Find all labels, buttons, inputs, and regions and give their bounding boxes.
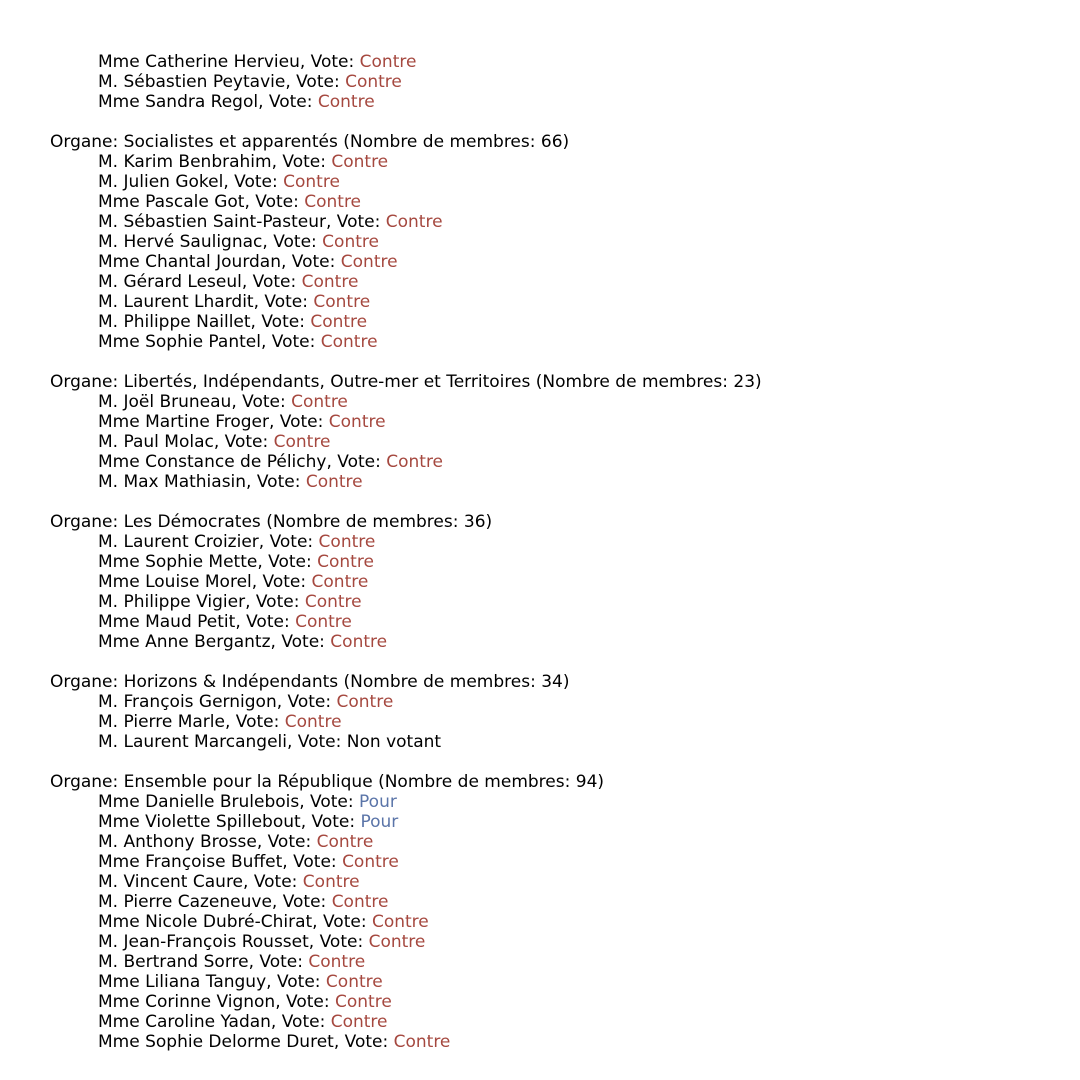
member-name: M. Jean-François Rousset: [98, 932, 309, 952]
vote-label: , Vote:: [244, 192, 305, 212]
vote-label: , Vote:: [257, 552, 318, 572]
vote-label: , Vote:: [282, 852, 343, 872]
member-row: [50, 312, 762, 332]
members-count-suffix: ): [485, 512, 493, 532]
organe-group: [50, 512, 762, 652]
vote-value: Contre: [393, 1032, 451, 1052]
member-name: Mme Sandra Regol: [98, 92, 259, 112]
vote-value: Contre: [284, 712, 342, 732]
member-name: Mme Maud Petit: [98, 612, 236, 632]
member-row: [50, 472, 762, 492]
vote-label: , Vote:: [256, 832, 317, 852]
member-name: Mme Danielle Brulebois: [98, 792, 300, 812]
group-spacer: [50, 652, 762, 672]
member-name: M. Joël Bruneau: [98, 392, 232, 412]
organe-group: [50, 672, 762, 752]
members-count-suffix: ): [562, 132, 570, 152]
vote-listing: [50, 52, 762, 1052]
group-spacer: [50, 492, 762, 512]
vote-label: , Vote:: [325, 212, 386, 232]
organe-header: [50, 372, 762, 392]
vote-value: Contre: [311, 572, 369, 592]
member-row: [50, 172, 762, 192]
member-row: [50, 972, 762, 992]
member-row: [50, 272, 762, 292]
member-name: Mme Catherine Hervieu: [98, 52, 300, 72]
organe-name: Les Démocrates: [123, 512, 261, 532]
member-name: M. Laurent Marcangeli: [98, 732, 287, 752]
vote-label: , Vote:: [248, 952, 309, 972]
member-row: [50, 932, 762, 952]
member-row: [50, 392, 762, 412]
vote-label: , Vote:: [299, 52, 360, 72]
vote-label: , Vote:: [231, 392, 292, 412]
member-name: Mme Constance de Pélichy: [98, 452, 327, 472]
vote-label: , Vote:: [270, 1012, 331, 1032]
vote-value: Contre: [317, 92, 375, 112]
member-name: M. Laurent Croizier: [98, 532, 259, 552]
vote-label: , Vote:: [312, 912, 372, 932]
vote-label: , Vote:: [333, 1032, 394, 1052]
vote-label: , Vote:: [271, 892, 332, 912]
member-row: [50, 1032, 762, 1052]
organe-prefix: Organe:: [50, 132, 124, 152]
vote-value: Contre: [313, 292, 371, 312]
vote-label: , Vote:: [326, 452, 387, 472]
member-name: M. Sébastien Peytavie: [98, 72, 286, 92]
vote-value: Pour: [359, 792, 397, 812]
member-name: Mme Caroline Yadan: [98, 1012, 271, 1032]
members-count: 23: [733, 372, 756, 392]
member-name: M. Vincent Caure: [98, 872, 244, 892]
member-row: [50, 732, 762, 752]
member-name: M. Laurent Lhardit: [98, 292, 254, 312]
vote-value: Contre: [331, 892, 389, 912]
member-name: M. Pierre Marle: [98, 712, 225, 732]
member-name: Mme Louise Morel: [98, 572, 252, 592]
vote-value: Contre: [331, 152, 389, 172]
member-name: Mme Liliana Tanguy: [98, 972, 267, 992]
vote-label: , Vote:: [213, 432, 274, 452]
member-name: Mme Nicole Dubré-Chirat: [98, 912, 313, 932]
member-row: [50, 332, 762, 352]
organe-group: [50, 372, 762, 492]
vote-label: , Vote:: [246, 472, 306, 492]
vote-value: Contre: [273, 432, 331, 452]
vote-label: , Vote:: [281, 252, 341, 272]
organe-prefix: Organe:: [50, 512, 124, 532]
member-row: [50, 912, 762, 932]
vote-label: , Vote:: [260, 332, 321, 352]
vote-value: Contre: [318, 532, 376, 552]
vote-value: Contre: [336, 692, 394, 712]
vote-value: Contre: [283, 172, 340, 192]
member-row: [50, 552, 762, 572]
vote-value: Contre: [385, 212, 443, 232]
group-spacer: [50, 752, 762, 772]
member-name: M. Gérard Leseul: [98, 272, 242, 292]
member-row: [50, 712, 762, 732]
vote-value: Non votant: [346, 732, 442, 752]
member-name: M. Pierre Cazeneuve: [98, 892, 272, 912]
member-row: [50, 72, 762, 92]
member-row: [50, 432, 762, 452]
member-name: Mme Martine Froger: [98, 412, 269, 432]
member-row: [50, 792, 762, 812]
members-count-prefix: (Nombre de membres:: [372, 772, 576, 792]
member-row: [50, 612, 762, 632]
vote-label: , Vote:: [270, 632, 331, 652]
organe-name: Socialistes et apparentés: [123, 132, 338, 152]
vote-value: Contre: [304, 192, 362, 212]
member-name: M. Philippe Naillet: [98, 312, 251, 332]
vote-value: Contre: [291, 392, 348, 412]
vote-label: , Vote:: [241, 272, 302, 292]
member-row: [50, 852, 762, 872]
vote-value: Contre: [325, 972, 383, 992]
vote-value: Contre: [342, 852, 399, 872]
vote-label: , Vote:: [276, 692, 337, 712]
vote-label: , Vote:: [258, 92, 318, 112]
member-name: M. Karim Benbrahim: [98, 152, 272, 172]
organe-name: Libertés, Indépendants, Outre-mer et Territoires: [123, 372, 531, 392]
member-name: Mme Françoise Buffet: [98, 852, 283, 872]
member-row: [50, 232, 762, 252]
member-row: [50, 532, 762, 552]
member-row: [50, 952, 762, 972]
members-count: 66: [540, 132, 563, 152]
member-row: [50, 292, 762, 312]
member-row: [50, 52, 762, 72]
vote-label: , Vote:: [285, 72, 346, 92]
members-count-prefix: (Nombre de membres:: [338, 672, 542, 692]
organe-prefix: Organe:: [50, 772, 124, 792]
members-count: 34: [541, 672, 563, 692]
member-name: M. Bertrand Sorre: [98, 952, 249, 972]
vote-value: Contre: [304, 592, 362, 612]
vote-value: Contre: [386, 452, 444, 472]
vote-value: Contre: [320, 332, 378, 352]
vote-label: , Vote:: [258, 532, 319, 552]
members-count: 94: [575, 772, 598, 792]
members-count: 36: [463, 512, 486, 532]
vote-label: , Vote:: [308, 932, 369, 952]
organe-header: [50, 772, 762, 792]
member-name: M. Julien Gokel: [98, 172, 224, 192]
member-name: Mme Anne Bergantz: [98, 632, 271, 652]
organe-group: [50, 52, 762, 112]
vote-label: , Vote:: [243, 872, 303, 892]
vote-label: , Vote:: [224, 712, 285, 732]
vote-value: Contre: [371, 912, 429, 932]
members-count-prefix: (Nombre de membres:: [530, 372, 734, 392]
organe-name: Horizons & Indépendants: [123, 672, 339, 692]
member-row: [50, 452, 762, 472]
member-row: [50, 592, 762, 612]
members-count-suffix: ): [755, 372, 762, 392]
vote-value: Contre: [310, 312, 368, 332]
member-row: [50, 212, 762, 232]
vote-label: , Vote:: [269, 412, 329, 432]
member-row: [50, 412, 762, 432]
organe-header: [50, 512, 762, 532]
member-name: Mme Sophie Delorme Duret: [98, 1032, 334, 1052]
member-row: [50, 992, 762, 1012]
member-row: [50, 252, 762, 272]
vote-value: Contre: [359, 52, 417, 72]
vote-value: Pour: [360, 812, 399, 832]
member-row: [50, 632, 762, 652]
vote-value: Contre: [317, 552, 374, 572]
vote-label: , Vote:: [300, 812, 361, 832]
vote-label: , Vote:: [251, 572, 312, 592]
member-name: M. Anthony Brosse: [98, 832, 257, 852]
member-row: [50, 92, 762, 112]
vote-value: Contre: [302, 872, 360, 892]
vote-label: , Vote:: [287, 732, 347, 752]
vote-label: , Vote:: [223, 172, 284, 192]
vote-value: Contre: [322, 232, 379, 252]
member-row: [50, 812, 762, 832]
member-row: [50, 892, 762, 912]
vote-value: Contre: [295, 612, 352, 632]
vote-value: Contre: [368, 932, 426, 952]
group-spacer: [50, 352, 762, 372]
member-row: [50, 192, 762, 212]
vote-label: , Vote:: [299, 792, 360, 812]
vote-value: Contre: [335, 992, 392, 1012]
vote-value: Contre: [330, 1012, 388, 1032]
vote-value: Contre: [340, 252, 398, 272]
member-name: Mme Chantal Jourdan: [98, 252, 281, 272]
vote-value: Contre: [330, 632, 388, 652]
vote-value: Contre: [301, 272, 359, 292]
organe-prefix: Organe:: [50, 372, 124, 392]
vote-label: , Vote:: [250, 312, 311, 332]
member-row: [50, 872, 762, 892]
vote-value: Contre: [308, 952, 366, 972]
member-name: Mme Sophie Mette: [98, 552, 258, 572]
vote-value: Contre: [345, 72, 402, 92]
member-row: [50, 692, 762, 712]
member-row: [50, 832, 762, 852]
vote-label: , Vote:: [262, 232, 323, 252]
organe-header: [50, 672, 762, 692]
vote-label: , Vote:: [253, 292, 314, 312]
organe-group: [50, 132, 762, 352]
organe-prefix: Organe:: [50, 672, 124, 692]
vote-label: , Vote:: [275, 992, 335, 1012]
member-name: M. Max Mathiasin: [98, 472, 247, 492]
member-name: M. François Gernigon: [98, 692, 277, 712]
members-count-prefix: (Nombre de membres:: [337, 132, 541, 152]
member-row: [50, 572, 762, 592]
vote-value: Contre: [328, 412, 386, 432]
member-name: Mme Violette Spillebout: [98, 812, 301, 832]
members-count-suffix: ): [597, 772, 605, 792]
member-name: M. Sébastien Saint-Pasteur: [98, 212, 326, 232]
organe-group: [50, 772, 762, 1052]
member-name: M. Hervé Saulignac: [98, 232, 263, 252]
member-name: Mme Sophie Pantel: [98, 332, 261, 352]
vote-label: , Vote:: [235, 612, 296, 632]
organe-header: [50, 132, 762, 152]
member-name: M. Paul Molac: [98, 432, 214, 452]
vote-label: , Vote:: [245, 592, 305, 612]
member-name: Mme Pascale Got: [98, 192, 245, 212]
group-spacer: [50, 112, 762, 132]
members-count-suffix: ): [562, 672, 570, 692]
vote-value: Contre: [305, 472, 363, 492]
vote-label: , Vote:: [271, 152, 332, 172]
member-name: M. Philippe Vigier: [98, 592, 246, 612]
vote-value: Contre: [316, 832, 374, 852]
member-row: [50, 1012, 762, 1032]
member-name: Mme Corinne Vignon: [98, 992, 276, 1012]
member-row: [50, 152, 762, 172]
organe-name: Ensemble pour la République: [123, 772, 373, 792]
vote-label: , Vote:: [266, 972, 326, 992]
members-count-prefix: (Nombre de membres:: [260, 512, 464, 532]
